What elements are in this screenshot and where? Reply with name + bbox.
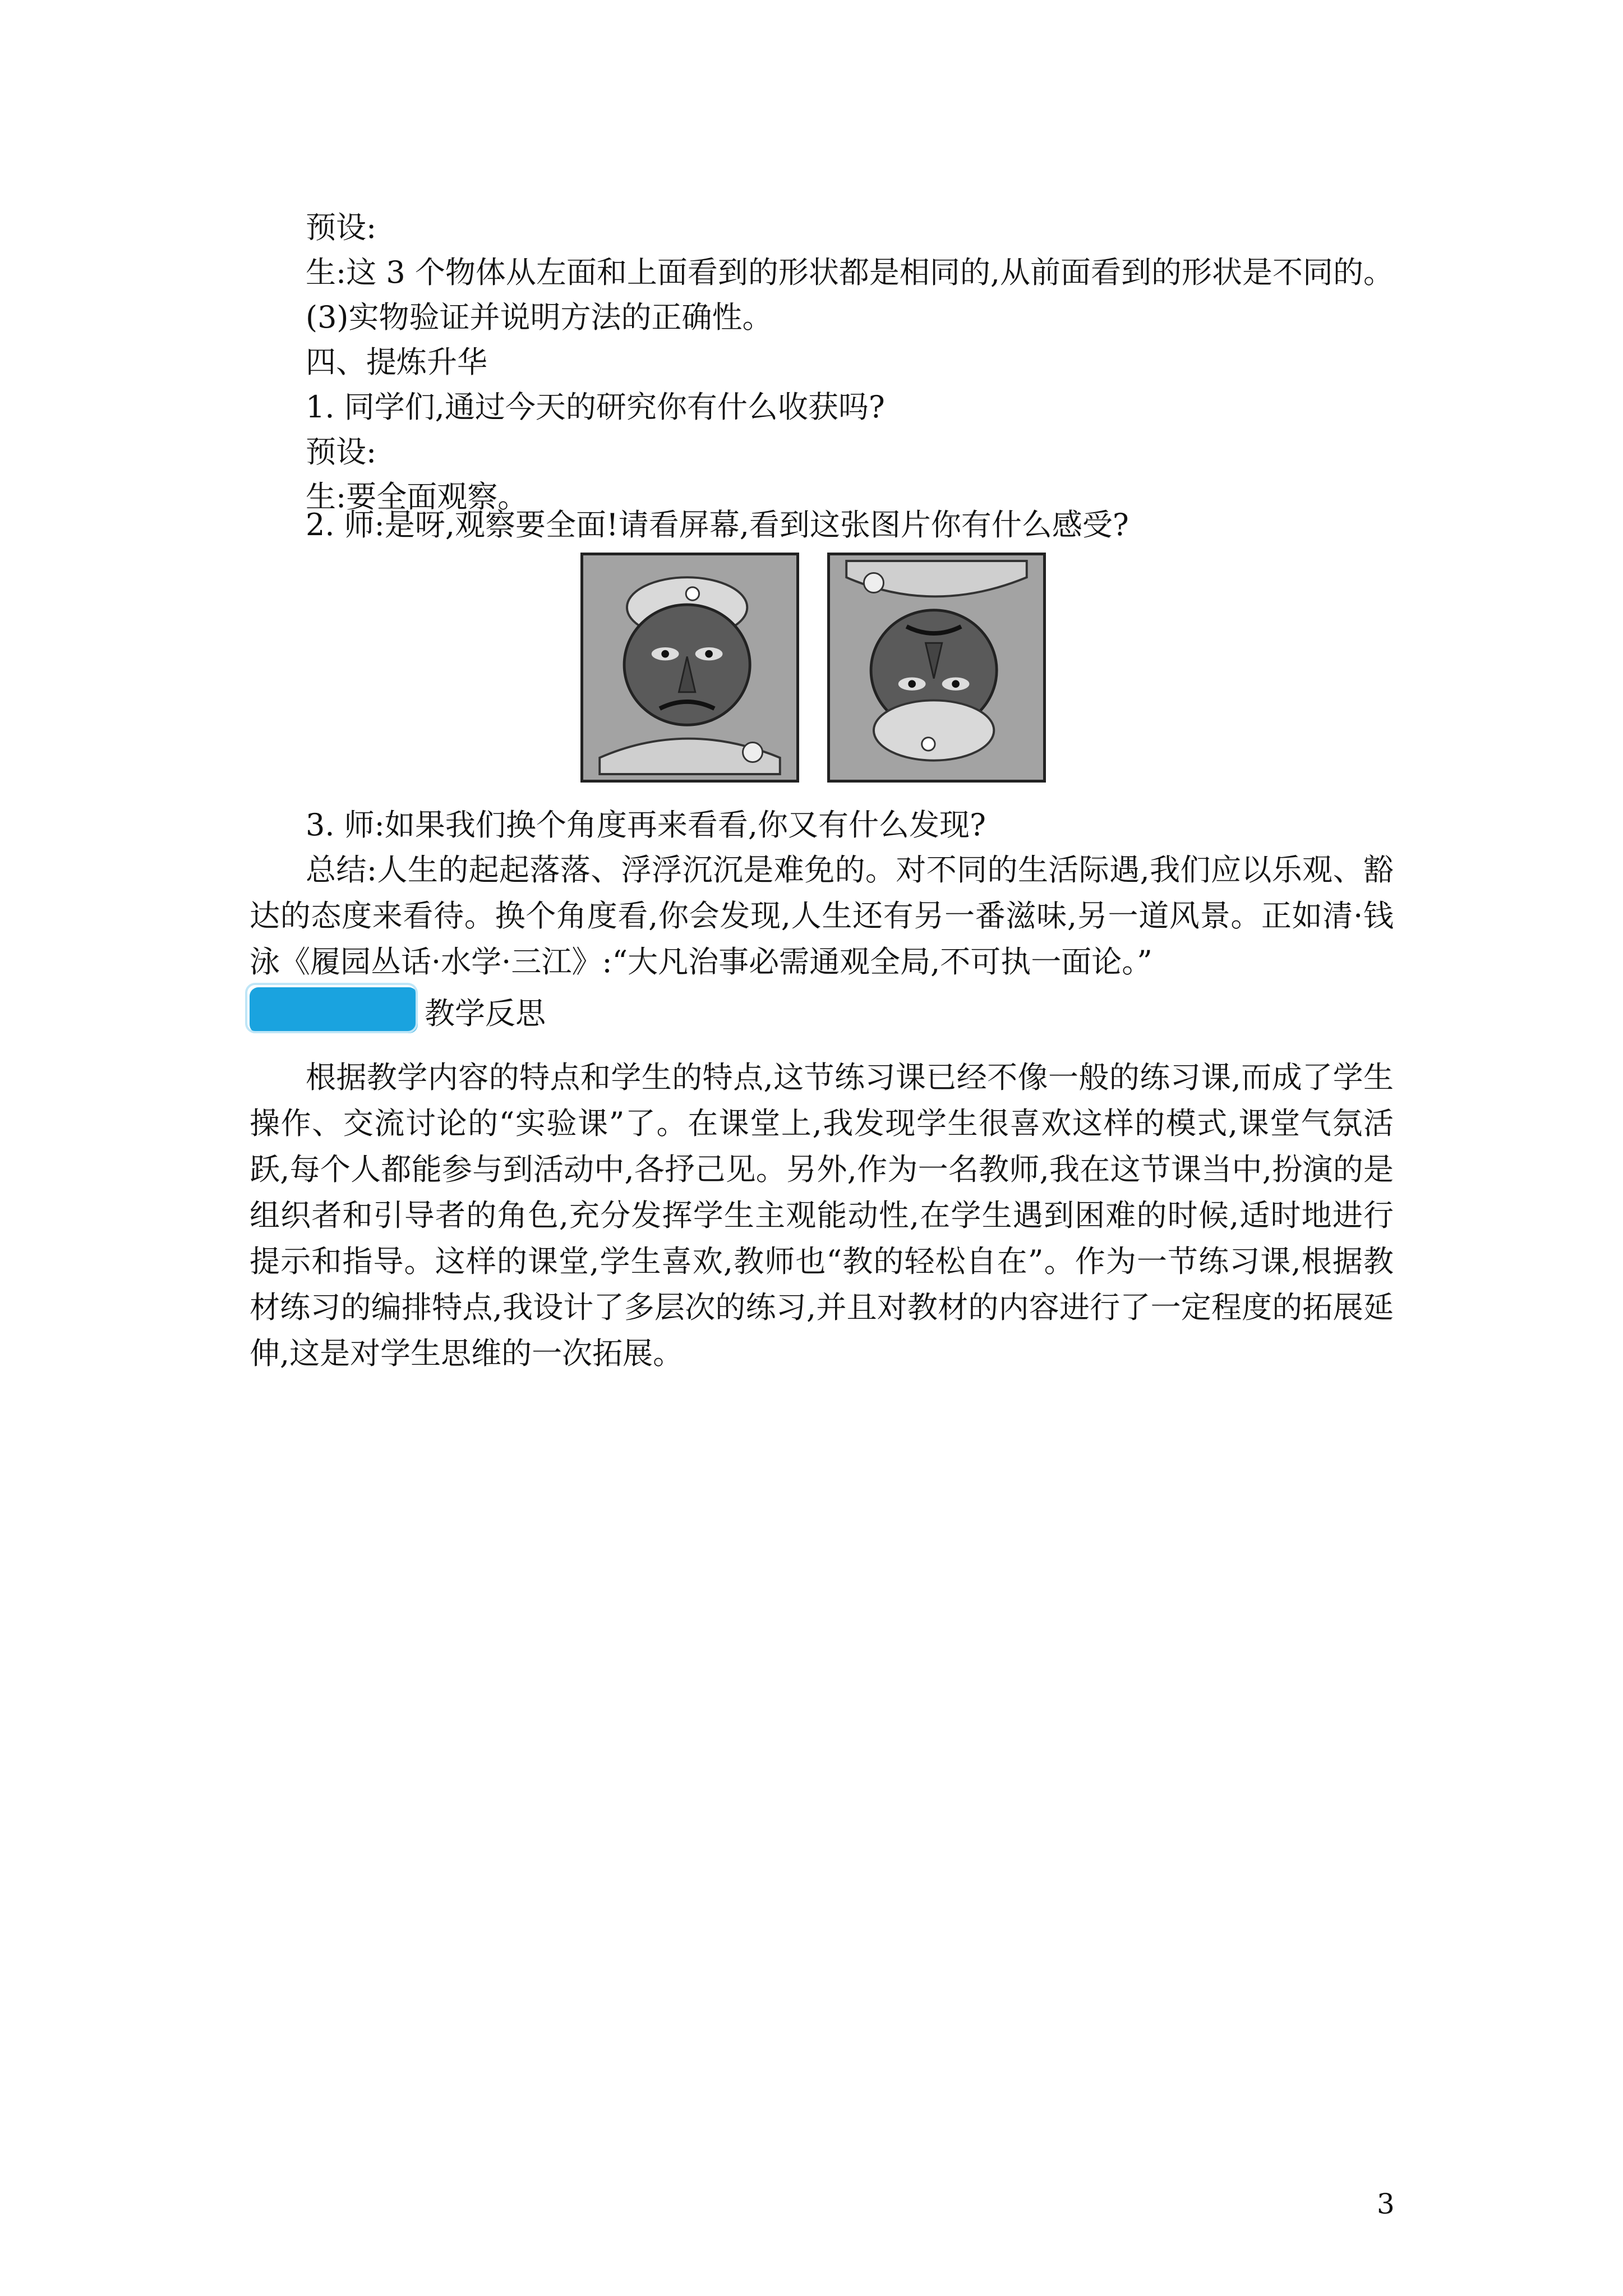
text-line: 2. 师:是呀,观察要全面!请看屏幕,看到这张图片你有什么感受? <box>306 507 1129 542</box>
text-line: 3. 师:如果我们换个角度再来看看,你又有什么发现? <box>306 807 986 843</box>
heading-section-four: 四、提炼升华 <box>306 344 487 380</box>
text-line: 生:这 3 个物体从左面和上面看到的形状都是相同的,从前面看到的形状是不同的。 <box>306 255 1394 290</box>
text-line: 1. 同学们,通过今天的研究你有什么收获吗? <box>306 389 885 425</box>
section-title: 教学反思 <box>425 996 546 1031</box>
summary-paragraph: 总结:人生的起起落落、浮浮沉沉是难免的。对不同的生活际遇,我们应以乐观、豁达的态度来看待。换个角度看,你会发现,人生还有另一番滋味,另一道风景。正如清·钱泳《履园丛话·水学·三江》:“大凡治事必需通观全局,不可执一面论。” <box>250 852 1394 979</box>
reflection-paragraph: 根据教学内容的特点和学生的特点,这节练习课已经不像一般的练习课,而成了学生操作、交流讨论的“实验课”了。在课堂上,我发现学生很喜欢这样的模式,课堂气氛活跃,每个人都能参与到活动中,各抒己见。另外,作为一名教师,我在这节课当中,扮演的是组织者和引导者的角色,充分发挥学生主观能动性,在学生遇到困难的时候,适时地进行提示和指导。这样的课堂,学生喜欢,教师也“教的轻松自在”。作为一节练习课,根据教材练习的编排特点,我设计了多层次的练习,并且对教材的内容进行了一定程度的拓展延伸,这是对学生思维的一次拓展。 <box>250 1060 1394 1371</box>
smiling-face-icon <box>830 555 1043 780</box>
text-line: 生:要全面观察。 <box>306 479 528 514</box>
upside-down-face-icon <box>583 555 796 780</box>
face-image-upright <box>580 553 799 783</box>
face-image-inverted <box>827 553 1046 783</box>
text-line: 预设: <box>306 434 377 470</box>
section-tag <box>250 987 418 1033</box>
figure-illustration <box>580 553 1052 788</box>
text-line: (3)实物验证并说明方法的正确性。 <box>306 300 773 335</box>
text-line: 预设: <box>306 210 377 245</box>
page-number: 3 <box>1377 2188 1395 2220</box>
